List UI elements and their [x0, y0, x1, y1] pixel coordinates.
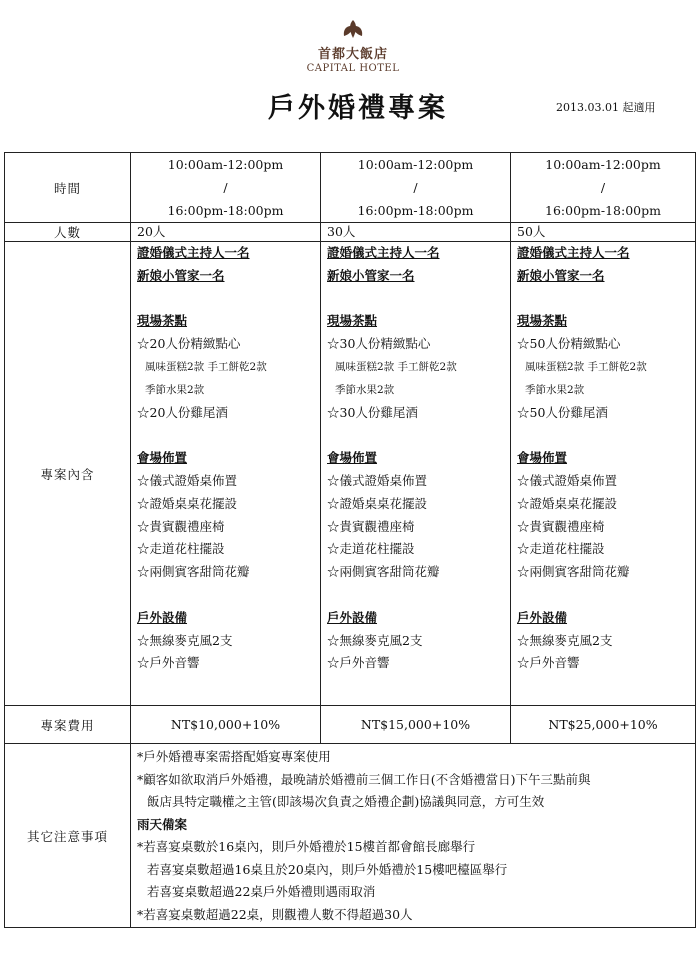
cakes-item: 風味蛋糕2款 手工餅乾2款 [525, 360, 647, 373]
plan-people: 20人 [131, 223, 321, 242]
deco-title: 會場佈置 [517, 450, 568, 466]
plan-content [511, 242, 696, 706]
time-start: 10:00am-12:00pm [545, 157, 661, 172]
time-separator: / [223, 180, 228, 195]
equip-item: ☆戶外音響 [137, 655, 200, 671]
deco-item: ☆貴賓觀禮座椅 [517, 518, 605, 534]
plan-time [131, 153, 321, 223]
plan-fee: NT$15,000+10% [321, 706, 511, 744]
equip-item: ☆無線麥克風2支 [137, 632, 233, 648]
time-end: 16:00pm-18:00pm [545, 203, 661, 218]
people-label: 人數 [5, 223, 131, 242]
note-line: *戶外婚禮專案需搭配婚宴專案使用 [137, 749, 331, 764]
equip-item: ☆戶外音響 [327, 655, 390, 671]
deco-item: ☆貴賓觀禮座椅 [137, 518, 225, 534]
deco-title: 會場佈置 [327, 450, 378, 466]
notes-row [5, 744, 696, 928]
tea-title: 現場茶點 [327, 313, 378, 329]
note-line: *若喜宴桌數超過22桌，則觀禮人數不得超過30人 [137, 906, 413, 922]
fruit-item: 季節水果2款 [145, 383, 205, 396]
time-separator: / [413, 180, 418, 195]
hotel-logo-icon [340, 18, 366, 40]
butler-item: 新娘小管家一名 [327, 267, 415, 283]
deco-title: 會場佈置 [137, 450, 188, 466]
time-start: 10:00am-12:00pm [357, 157, 474, 172]
note-line: *若喜宴桌數於16桌內，則戶外婚禮於15樓首都會館長廊舉行 [137, 839, 476, 854]
dessert-item: ☆30人份精緻點心 [327, 336, 431, 352]
fruit-item: 季節水果2款 [525, 383, 585, 396]
equip-title: 戶外設備 [327, 609, 378, 625]
time-start: 10:00am-12:00pm [167, 157, 284, 172]
cocktail-item: ☆30人份雞尾酒 [327, 404, 418, 420]
equip-item: ☆戶外音響 [517, 655, 580, 671]
plan-fee: NT$10,000+10% [131, 706, 321, 744]
note-line: 飯店具特定職權之主管(即該場次負責之婚禮企劃)協議與同意，方可生效 [147, 794, 545, 809]
plan-people: 30人 [321, 223, 511, 242]
content-row [5, 242, 696, 706]
people-row [5, 223, 696, 242]
deco-item: ☆證婚桌桌花擺設 [137, 495, 238, 511]
time-end: 16:00pm-18:00pm [167, 203, 284, 218]
fruit-item: 季節水果2款 [335, 383, 395, 396]
deco-item: ☆證婚桌桌花擺設 [517, 495, 618, 511]
fee-row [5, 706, 696, 744]
logo-chinese-name: 首都大飯店 [317, 47, 388, 62]
rain-plan-title: 雨天備案 [137, 816, 188, 832]
plan-people: 50人 [511, 223, 696, 242]
hotel-logo [298, 18, 408, 74]
note-line: *顧客如欲取消戶外婚禮，最晚請於婚禮前三個工作日(不含婚禮當日)下午三點前與 [137, 771, 591, 787]
deco-item: ☆走道花柱擺設 [137, 541, 225, 557]
cakes-item: 風味蛋糕2款 手工餅乾2款 [145, 360, 267, 373]
equip-item: ☆無線麥克風2支 [517, 632, 613, 648]
notes-label: 其它注意事項 [5, 744, 131, 928]
host-item: 證婚儀式主持人一名 [517, 245, 630, 260]
cocktail-item: ☆20人份雞尾酒 [137, 404, 228, 420]
page-title: 戶外婚禮專案 [268, 93, 448, 124]
note-line: 若喜宴桌數超過16桌且於20桌內，則戶外婚禮於15樓吧檯區舉行 [147, 861, 508, 877]
deco-item: ☆貴賓觀禮座椅 [327, 518, 415, 534]
butler-item: 新娘小管家一名 [137, 267, 225, 283]
cocktail-item: ☆50人份雞尾酒 [517, 404, 608, 420]
effective-date: 2013.03.01 起適用 [556, 101, 656, 114]
plan-time [511, 153, 696, 223]
cakes-item: 風味蛋糕2款 手工餅乾2款 [335, 360, 457, 373]
deco-item: ☆兩側賓客甜筒花瓣 [327, 564, 440, 580]
plan-table [4, 152, 696, 928]
notes-content [131, 744, 696, 928]
time-row [5, 153, 696, 223]
time-separator: / [600, 180, 606, 195]
deco-item: ☆兩側賓客甜筒花瓣 [517, 564, 630, 580]
plan-fee: NT$25,000+10% [511, 706, 696, 744]
content-label: 專案內含 [5, 242, 131, 706]
deco-item: ☆儀式證婚桌佈置 [137, 472, 238, 488]
plan-content [321, 242, 511, 706]
plan-content [131, 242, 321, 706]
equip-item: ☆無線麥克風2支 [327, 632, 423, 648]
note-line: 若喜宴桌數超過22桌戶外婚禮則遇雨取消 [147, 884, 376, 899]
deco-item: ☆走道花柱擺設 [517, 541, 605, 557]
time-label: 時間 [5, 153, 131, 223]
deco-item: ☆儀式證婚桌佈置 [327, 472, 428, 488]
deco-item: ☆走道花柱擺設 [327, 541, 415, 557]
logo-english-name: CAPITAL HOTEL [306, 63, 400, 74]
butler-item: 新娘小管家一名 [517, 267, 605, 283]
deco-item: ☆證婚桌桌花擺設 [327, 495, 428, 511]
dessert-item: ☆50人份精緻點心 [517, 336, 621, 352]
time-end: 16:00pm-18:00pm [357, 203, 474, 218]
deco-item: ☆儀式證婚桌佈置 [517, 472, 618, 488]
host-item: 證婚儀式主持人一名 [327, 245, 440, 260]
host-item: 證婚儀式主持人一名 [137, 245, 250, 260]
dessert-item: ☆20人份精緻點心 [137, 336, 241, 352]
equip-title: 戶外設備 [517, 609, 568, 625]
deco-item: ☆兩側賓客甜筒花瓣 [137, 564, 250, 580]
plan-time [321, 153, 511, 223]
tea-title: 現場茶點 [517, 313, 568, 329]
tea-title: 現場茶點 [137, 313, 188, 329]
equip-title: 戶外設備 [137, 609, 188, 625]
fee-label: 專案費用 [5, 706, 131, 744]
